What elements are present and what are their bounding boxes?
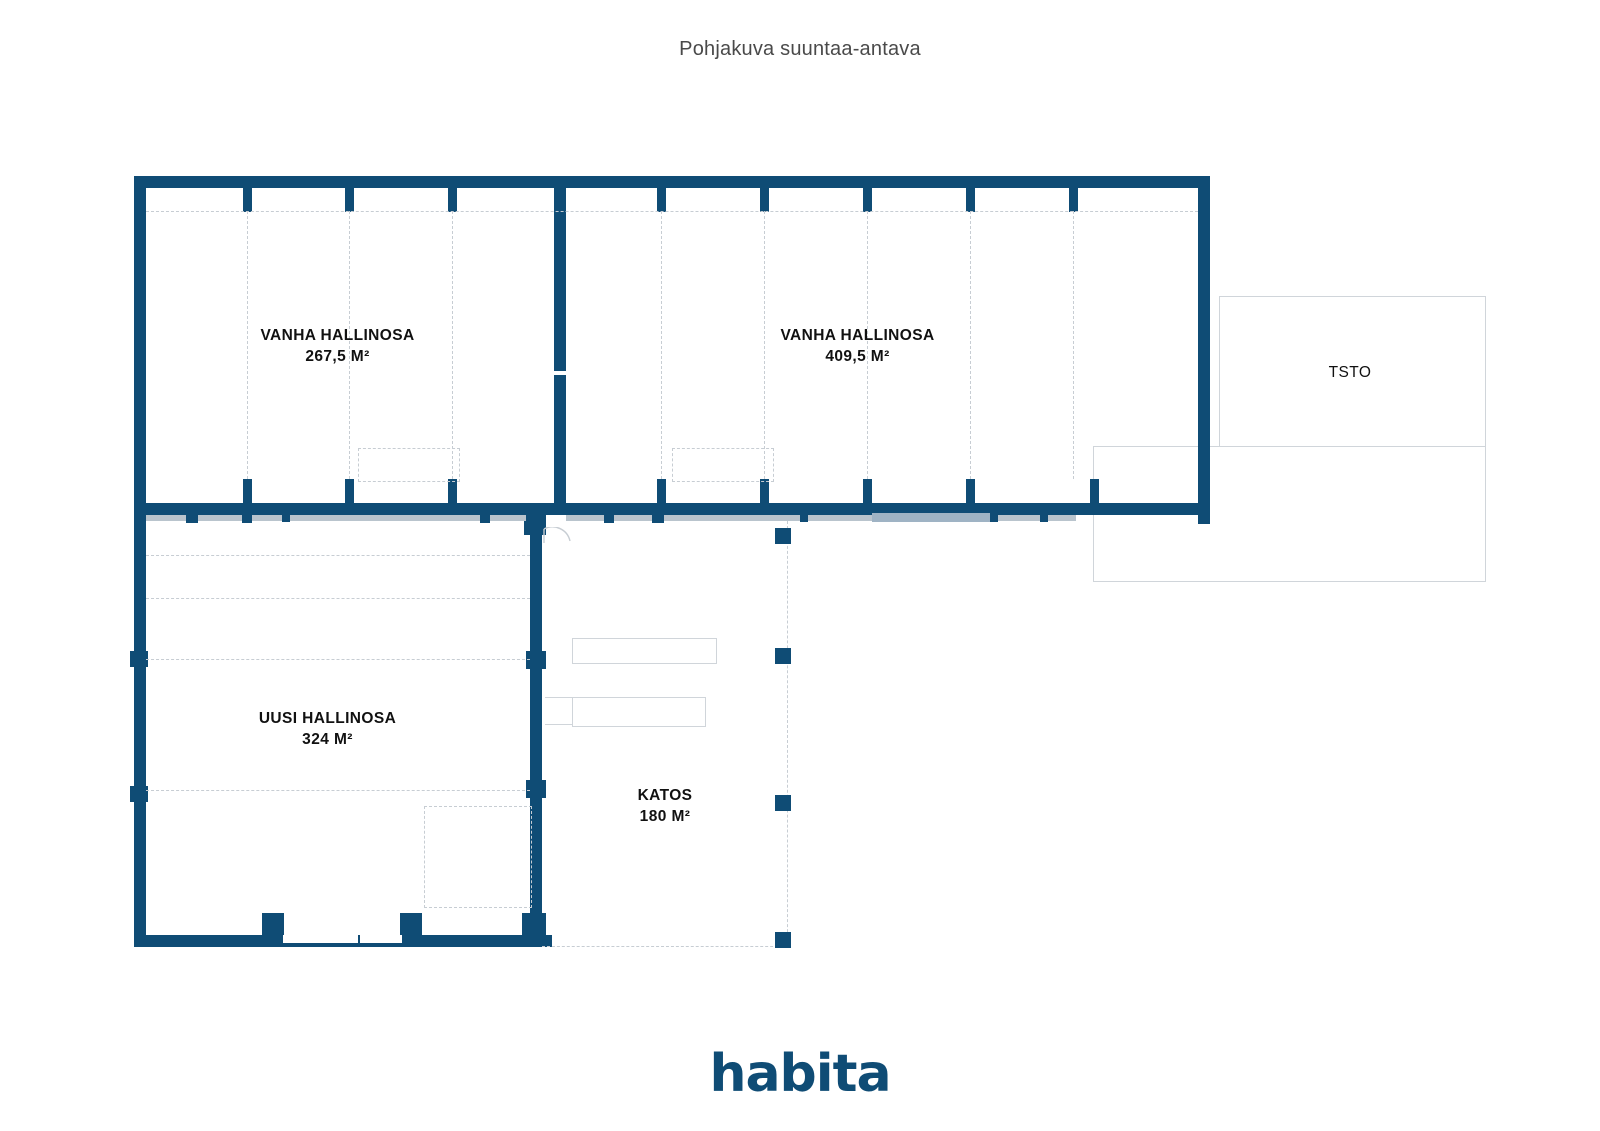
lower-bottom-door-post-1 — [262, 913, 284, 935]
room-area-vanha-hallinosa-right: 409,5 M² — [825, 348, 890, 365]
mid-band-stud-6 — [652, 513, 664, 523]
mid-band-stud-1 — [186, 513, 198, 523]
room-name-vanha-hallinosa-left: VANHA HALLINOSA — [260, 327, 415, 344]
upper-bottom-column-3 — [448, 479, 457, 503]
mid-band-stud-10 — [1040, 513, 1048, 522]
upper-top-column-3 — [448, 188, 457, 212]
upper-left-wall — [134, 176, 146, 524]
room-label-uusi-hallinosa — [195, 708, 460, 750]
room-name-vanha-hallinosa-right: VANHA HALLINOSA — [780, 327, 935, 344]
upper-center-divider-wall — [554, 176, 566, 371]
lower-dash-box-bottomright — [424, 806, 532, 908]
mid-band-stud-2 — [242, 513, 252, 523]
room-label-katos — [590, 785, 740, 827]
mid-band-right — [566, 515, 1076, 521]
upper-top-column-5 — [760, 188, 769, 212]
upper-center-divider-wall-lower — [554, 375, 566, 515]
katos-column-4 — [775, 932, 791, 948]
door-swing-icon — [542, 527, 574, 551]
upper-bottom-column-2 — [345, 479, 354, 503]
lower-right-wall-mid — [530, 660, 542, 790]
upper-top-column-8 — [1069, 188, 1078, 212]
katos-platform-1 — [572, 638, 717, 664]
lower-dash-h-2 — [146, 598, 530, 599]
lower-bottom-door-post-2 — [400, 913, 422, 935]
lower-right-node-2 — [526, 780, 546, 798]
mid-band-stud-3 — [282, 513, 290, 522]
katos-column-1 — [775, 528, 791, 544]
lower-dash-h-3 — [146, 659, 530, 660]
upper-top-column-7 — [966, 188, 975, 212]
upper-top-column-2 — [345, 188, 354, 212]
room-name-uusi-hallinosa: UUSI HALLINOSA — [258, 710, 397, 727]
habita-logo — [0, 1044, 1600, 1104]
upper-top-column-1 — [243, 188, 252, 212]
room-area-katos: 180 M² — [639, 808, 691, 825]
upper-bottom-column-1 — [243, 479, 252, 503]
room-label-vanha-hallinosa-right — [720, 325, 995, 367]
lower-right-node-1 — [526, 651, 546, 669]
mid-band-stud-9 — [990, 513, 998, 522]
katos-right-edge — [787, 521, 788, 947]
katos-platform-2 — [572, 697, 706, 727]
lower-bottom-opening-2 — [360, 935, 402, 943]
upper-bottom-column-6 — [863, 479, 872, 503]
room-area-vanha-hallinosa-left: 267,5 M² — [305, 348, 370, 365]
upper-dash-h-top — [146, 211, 1198, 212]
upper-top-wall — [134, 176, 1210, 188]
lower-left-wall — [134, 515, 146, 947]
upper-dash-v-8 — [1073, 211, 1074, 479]
lower-dash-h-4 — [146, 790, 530, 791]
room-area-uusi-hallinosa: 324 M² — [302, 731, 353, 748]
mid-band-grey-segment — [872, 513, 990, 522]
room-label-vanha-hallinosa-left — [200, 325, 475, 367]
upper-bottom-column-8 — [1090, 479, 1099, 503]
katos-platform-connector — [545, 697, 573, 698]
habita-logo-text: habita — [709, 1044, 891, 1104]
upper-bottom-column-7 — [966, 479, 975, 503]
lower-bottom-opening-1 — [283, 935, 358, 943]
lower-left-node-2 — [130, 786, 148, 802]
mid-band-stud-5 — [604, 513, 614, 523]
lower-dash-h-1 — [146, 555, 530, 556]
upper-bottom-column-5 — [760, 479, 769, 503]
upper-dash-v-4 — [661, 211, 662, 479]
upper-right-wall — [1198, 176, 1210, 524]
lower-corner-node-bottomright — [522, 913, 546, 947]
katos-column-3 — [775, 795, 791, 811]
katos-platform-connector-2 — [545, 724, 573, 725]
room-name-tsto: TSTO — [1328, 364, 1372, 381]
mid-band-stud-4 — [480, 513, 490, 523]
upper-dash-box-left — [358, 448, 460, 482]
mid-band-stud-7 — [800, 513, 808, 522]
upper-top-column-4 — [657, 188, 666, 212]
katos-column-2 — [775, 648, 791, 664]
room-label-tsto — [1285, 362, 1415, 383]
upper-top-column-6 — [863, 188, 872, 212]
upper-bottom-column-4 — [657, 479, 666, 503]
katos-bottom-edge — [542, 946, 788, 947]
upper-dash-box-right — [672, 448, 774, 482]
room-name-katos: KATOS — [637, 787, 693, 804]
page-title: Pohjakuva suuntaa-antava — [679, 38, 921, 60]
lower-right-wall-upper — [530, 515, 542, 660]
mid-band-left — [146, 515, 526, 521]
